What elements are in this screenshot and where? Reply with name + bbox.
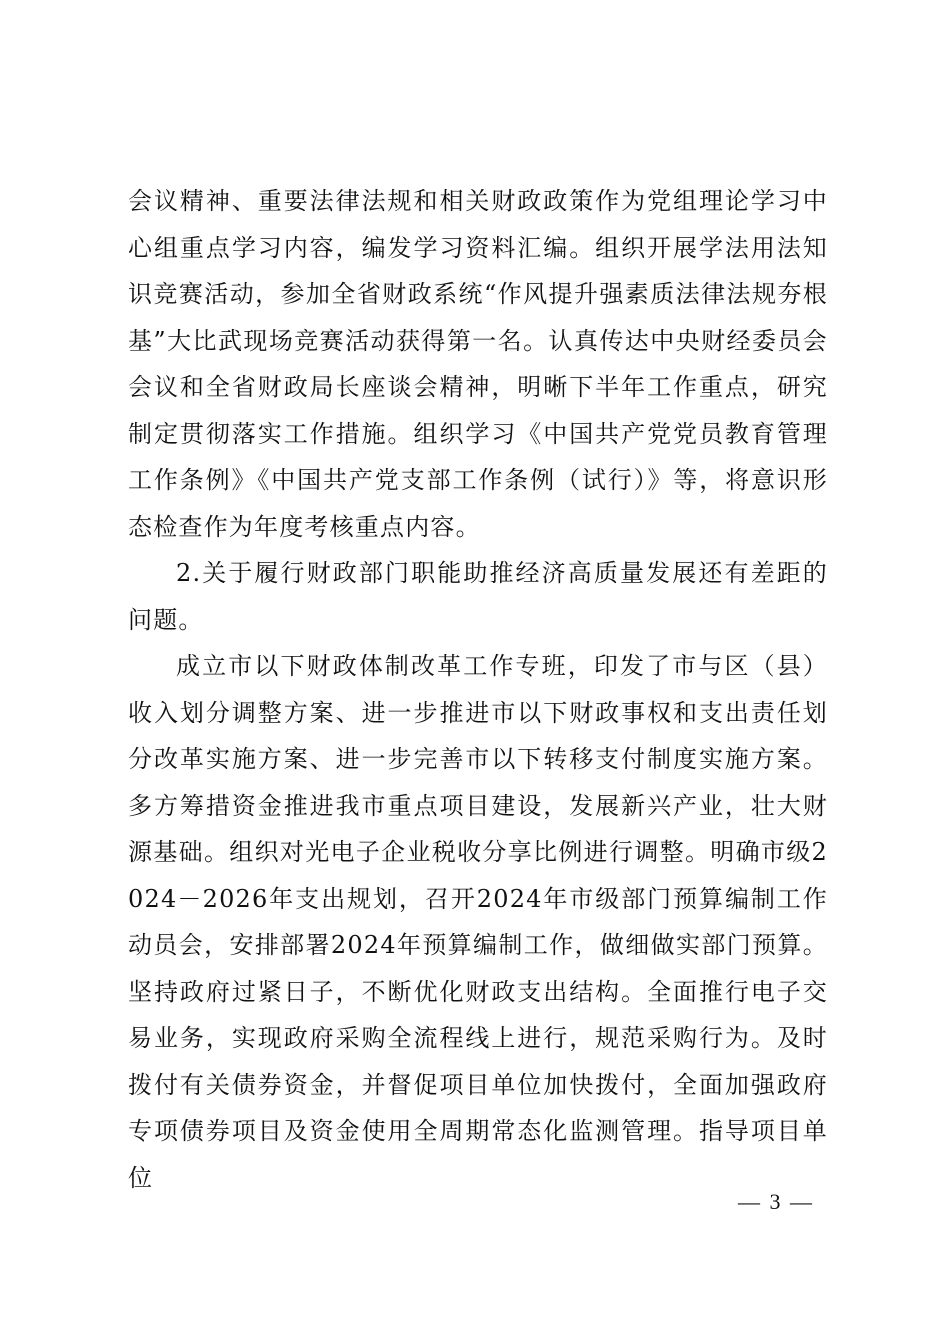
body-text [128, 178, 828, 1201]
section-heading-2: 2.关于履行财政部门职能助推经济高质量发展还有差距的问题。 [128, 559, 828, 634]
page-number: — 3 — [738, 1189, 814, 1214]
paragraph-continuation: 会议精神、重要法律法规和相关财政政策作为党组理论学习中心组重点学习内容，编发学习资料汇编。组织开展学法用法知识竞赛活动，参加全省财政系统“作风提升强素质法律法规夯根基”大比武现场竞赛活动获得第一名。认真传达中央财经委员会会议和全省财政局长座谈会精神，明晰下半年工作重点，研究制定贯彻落实工作措施。组织学习《中国共产党党员教育管理工作条例》《中国共产党支部工作条例（试行）》等，将意识形态检查作为年度考核重点内容。 [128, 187, 828, 541]
paragraph-section-2: 成立市以下财政体制改革工作专班，印发了市与区（县）收入划分调整方案、进一步推进市以下财政事权和支出责任划分改革实施方案、进一步完善市以下转移支付制度实施方案。多方筹措资金推进我市重点项目建设，发展新兴产业，壮大财源基础。组织对光电子企业税收分享比例进行调整。明确市级2024－2026年支出规划，召开2024年市级部门预算编制工作动员会，安排部署2024年预算编制工作，做细做实部门预算。坚持政府过紧日子，不断优化财政支出结构。全面推行电子交易业务，实现政府采购全流程线上进行，规范采购行为。及时拨付有关债券资金，并督促项目单位加快拨付，全面加强政府专项债券项目及资金使用全周期常态化监测管理。指导项目单位 [128, 652, 828, 1192]
